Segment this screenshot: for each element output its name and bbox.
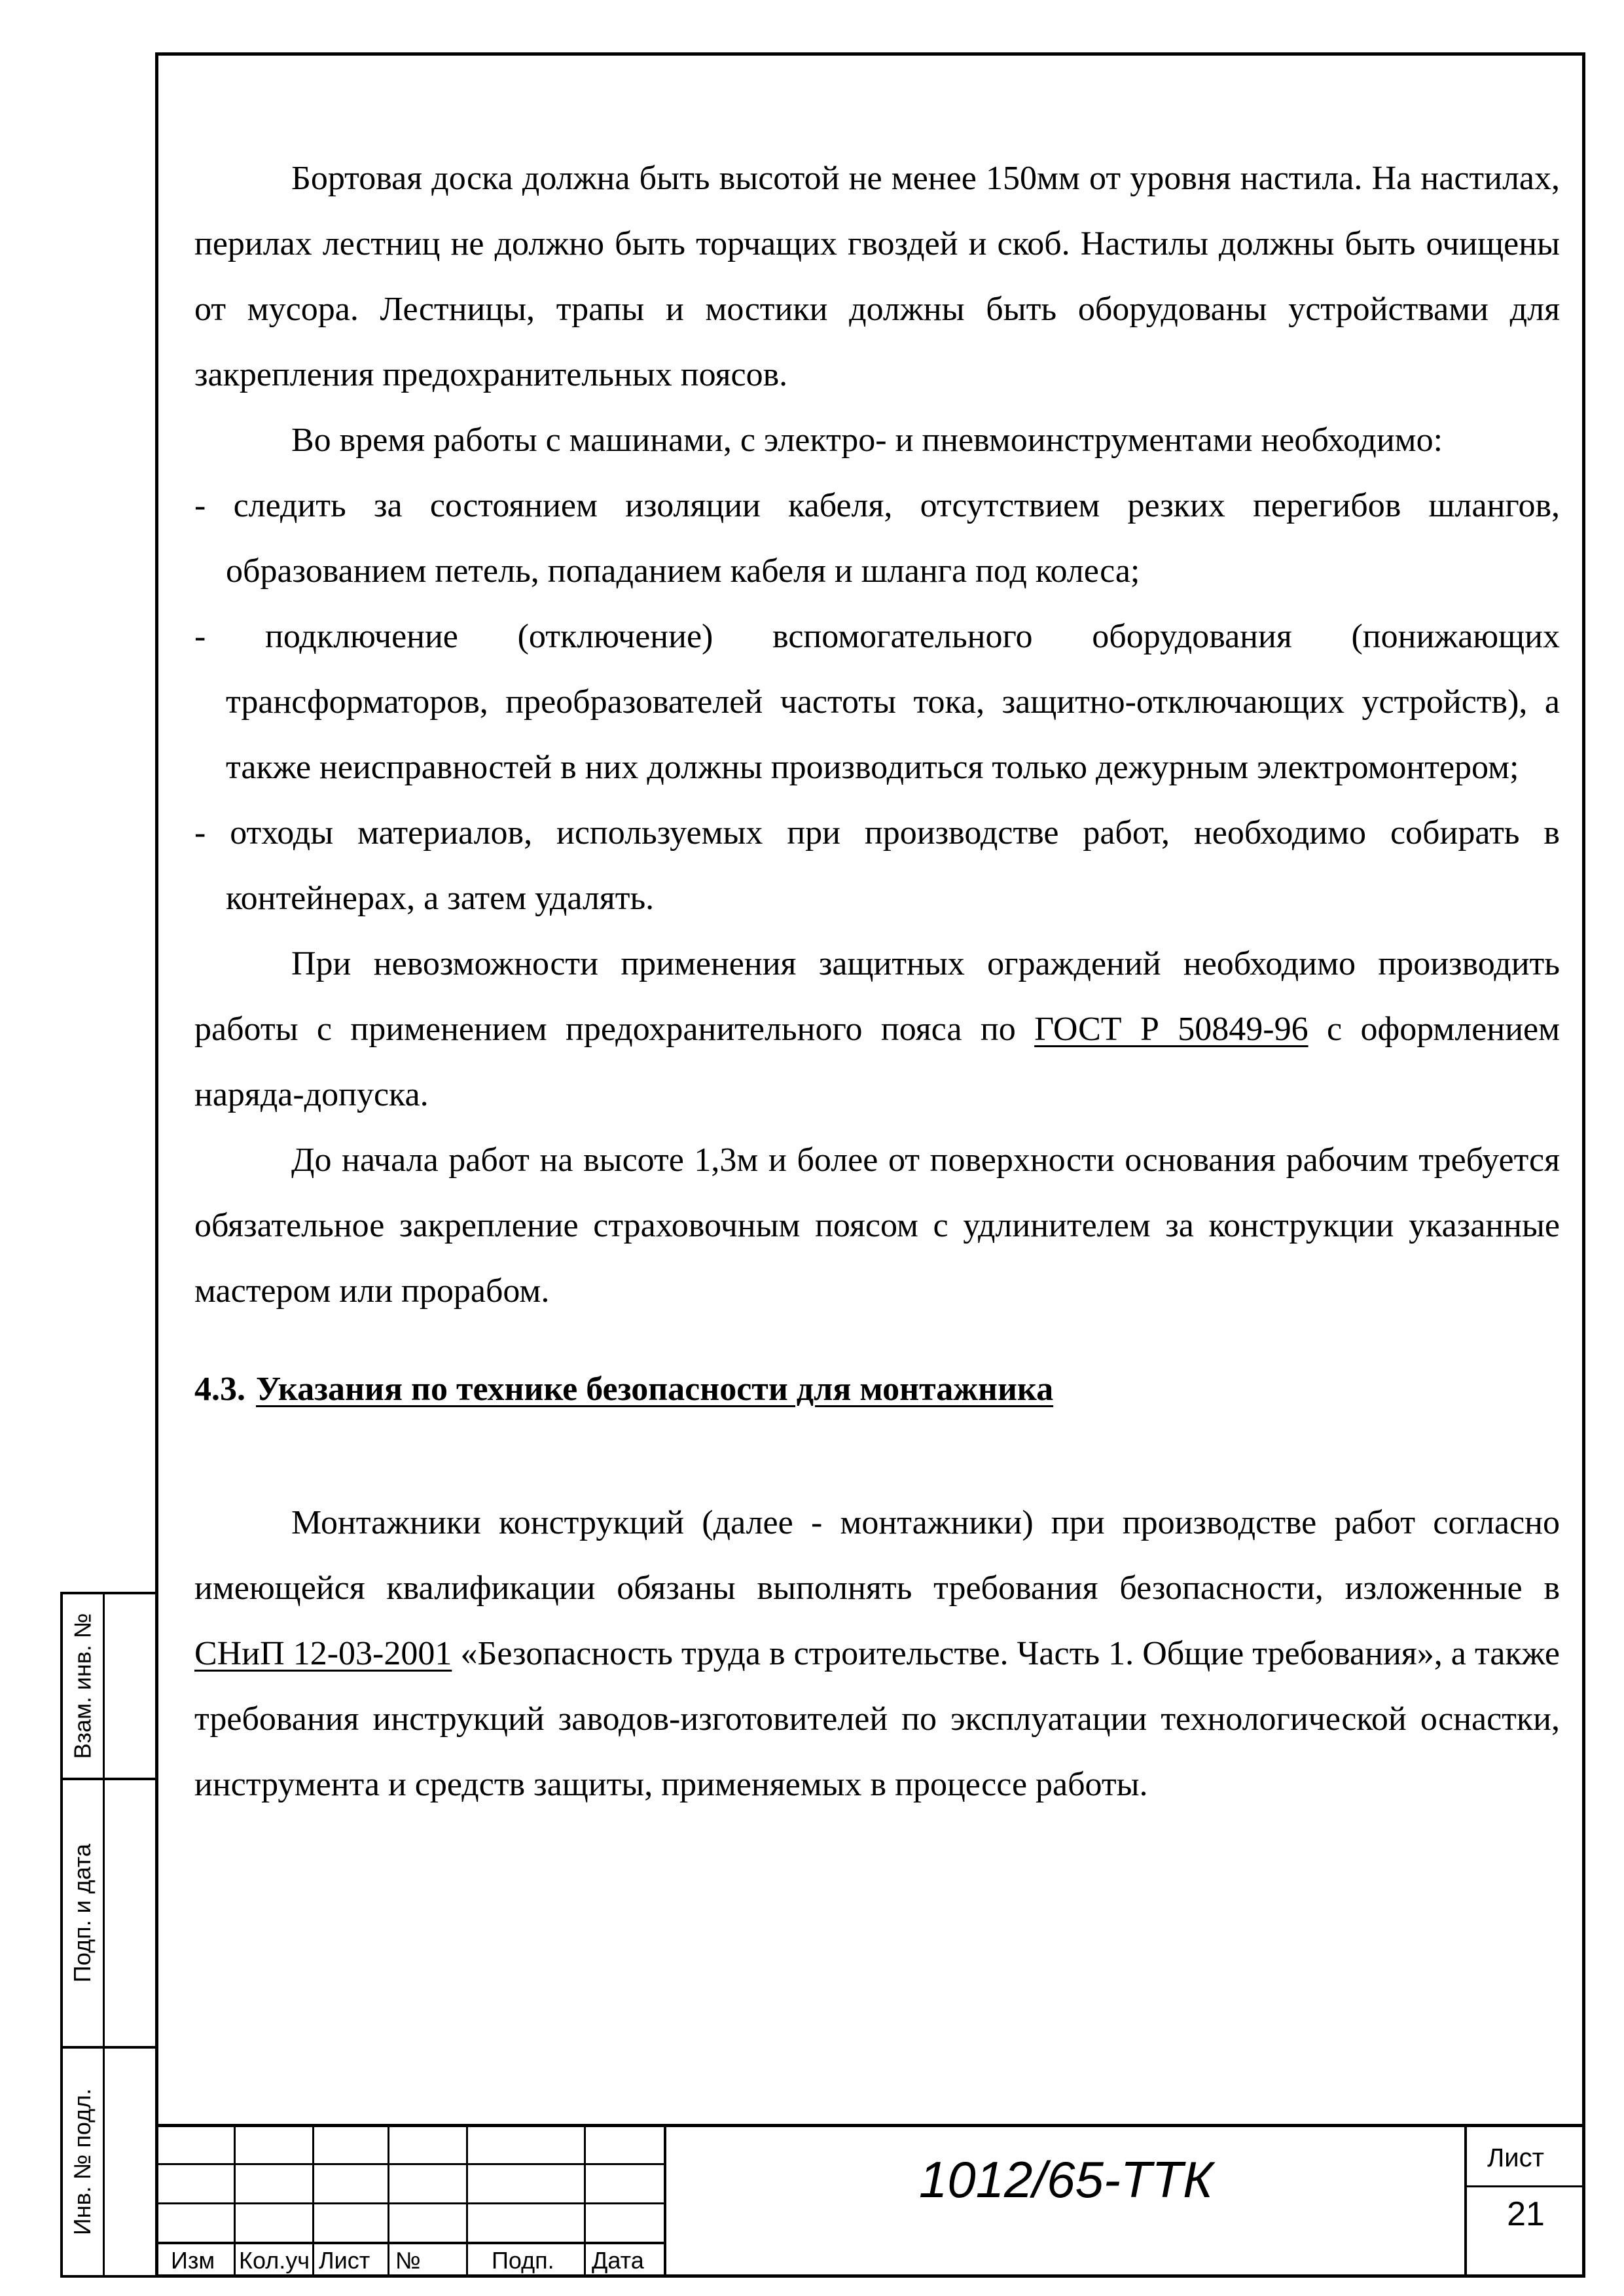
- sheet-number: 21: [1507, 2195, 1545, 2233]
- section-title: Указания по технике безопасности для монтажника: [256, 1371, 1054, 1408]
- gost-reference: ГОСТ Р 50849-96: [1034, 1011, 1308, 1048]
- title-block-rule: [155, 2202, 666, 2204]
- col-podp: Подп.: [492, 2247, 554, 2274]
- document-code: 1012/65-ТТК: [918, 2151, 1214, 2208]
- paragraph-text: Монтажники конструкций (далее - монтажники) при производстве работ согласно имеющейся квалификации обязаны выполнять требования безопасности, изложенные в: [194, 1504, 1560, 1607]
- title-block-rule: [155, 2163, 666, 2165]
- paragraph-safety-belt: [194, 931, 1560, 1128]
- section-heading: [194, 1357, 1560, 1422]
- col-kol-uch: Кол.уч: [239, 2247, 310, 2274]
- title-block-rule: [466, 2124, 468, 2278]
- title-block-rule: [584, 2124, 586, 2278]
- paragraph-text: «Безопасность труда в строительстве. Часть 1. Общие требования», а также требования инструкций заводов-изготовителей по эксплуатации технологической оснастки, инструмента и средств защиты, применяемых в процессе работы.: [194, 1635, 1561, 1803]
- paragraph-bort-board: Бортовая доска должна быть высотой не менее 150мм от уровня настила. На настилах, перилах лестниц не должно быть торчащих гвоздей и скоб. Настилы должны быть очищены от мусора. Лестницы, трапы и мостики должны быть оборудованы устройствами для закрепления предохранительных поясов.: [194, 160, 1560, 393]
- title-block-rule: [155, 2124, 1585, 2127]
- list-item-equipment: - подключение (отключение) вспомогательного оборудования (понижающих трансформаторов, преобразователей частоты тока, защитно-отключающих устройств), а также неисправностей в них должны производиться только дежурным электромонтером;: [194, 618, 1560, 786]
- sheet-label: Лист: [1487, 2144, 1544, 2172]
- title-block-rule: [234, 2124, 236, 2278]
- list-item-waste: - отходы материалов, используемых при производстве работ, необходимо собирать в контейнерах, а затем удалять.: [194, 814, 1560, 917]
- side-strip-divider: [103, 1594, 105, 2275]
- paragraph-machines-intro: Во время работы с машинами, с электро- и пневмоинструментами необходимо:: [291, 422, 1443, 459]
- title-block-rule: [1466, 2185, 1585, 2187]
- col-number: №: [395, 2247, 421, 2274]
- paragraph-text: с оформлением наряда-допуска.: [194, 1011, 1561, 1113]
- side-stamp-strip: [60, 1592, 155, 2278]
- snip-reference: СНиП 12-03-2001: [194, 1635, 452, 1672]
- side-label-inv-podl: Инв. № подл.: [69, 2088, 96, 2236]
- title-block-rule: [388, 2124, 389, 2278]
- side-label-podp-data: Подп. и дата: [69, 1843, 96, 1983]
- list-item-cable: - следить за состоянием изоляции кабеля, отсутствием резких перегибов шлангов, образованием петель, попаданием кабеля и шланга под колеса;: [194, 487, 1560, 590]
- document-body: [194, 146, 1560, 1818]
- section-number: 4.3.: [194, 1371, 245, 1408]
- title-block-rule: [155, 2242, 666, 2244]
- side-label-zam-inv: Взам. инв. №: [69, 1613, 96, 1759]
- title-block-rule: [312, 2124, 314, 2278]
- title-block: [155, 2124, 1585, 2278]
- col-list: Лист: [319, 2247, 370, 2274]
- col-data: Дата: [592, 2247, 644, 2274]
- paragraph-height-work: До начала работ на высоте 1,3м и более от поверхности основания рабочим требуется обязательное закрепление страховочным поясом с удлинителем за конструкции указанные мастером или прорабом.: [194, 1141, 1560, 1310]
- col-izm: Изм: [171, 2247, 215, 2274]
- paragraph-text: При невозможности применения защитных ограждений необходимо производить работы с применением предохранительного пояса по: [194, 945, 1560, 1048]
- paragraph-installers: [194, 1490, 1560, 1818]
